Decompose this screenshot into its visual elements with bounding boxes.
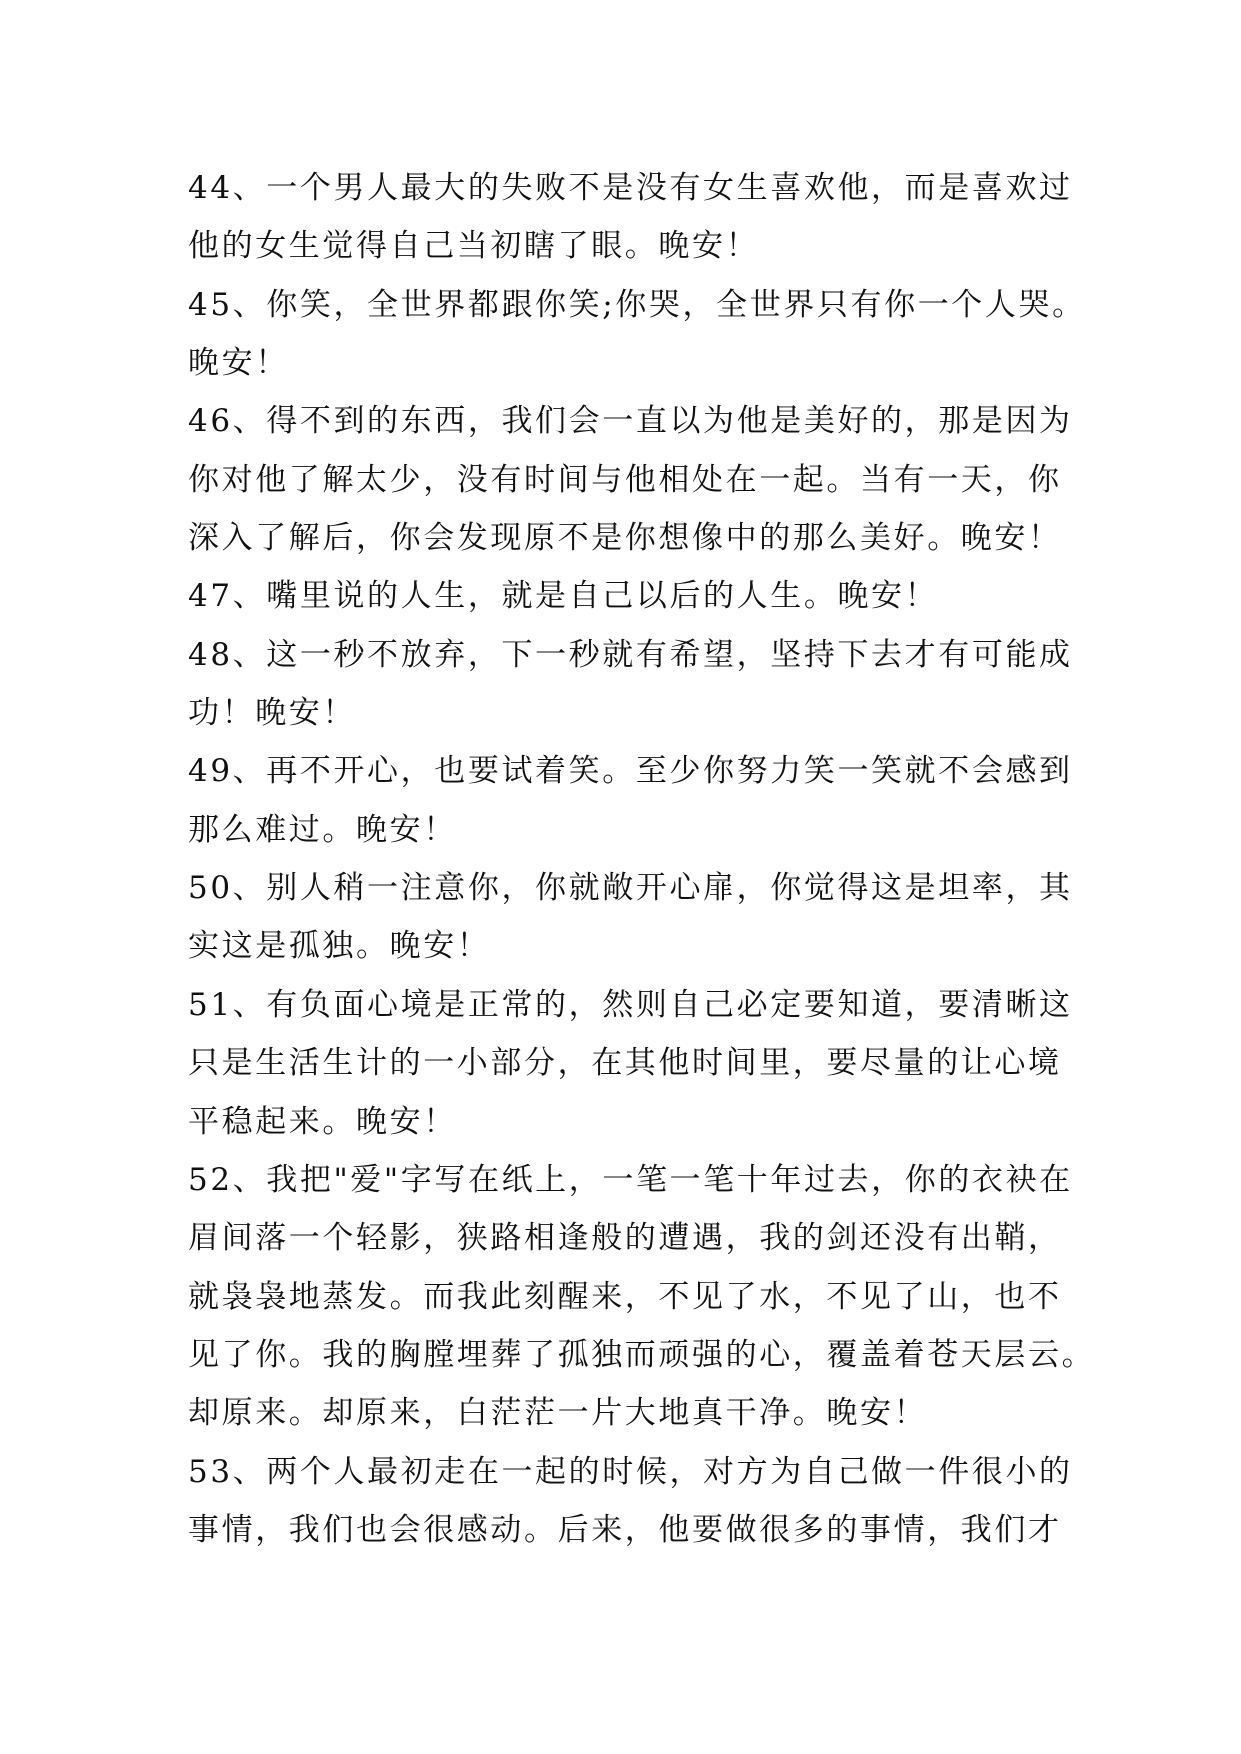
text-line: 晚安！ (188, 345, 289, 382)
text-line: 只是生活生计的一小部分，在其他时间里，要尽量的让心境 (188, 1045, 1062, 1082)
text-line: 47、嘴里说的人生，就是自己以后的人生。晚安！ (188, 578, 939, 615)
text-line: 眉间落一个轻影，狭路相逢般的遭遇，我的剑还没有出鞘， (188, 1220, 1062, 1257)
text-line: 他的女生觉得自己当初瞎了眼。晚安！ (188, 228, 760, 265)
text-line: 功！晚安！ (188, 695, 356, 732)
text-line: 53、两个人最初走在一起的时候，对方为自己做一件很小的 (188, 1453, 1073, 1490)
text-line: 见了你。我的胸膛埋葬了孤独而顽强的心，覆盖着苍天层云。 (188, 1336, 1096, 1373)
text-line: 事情，我们也会很感动。后来，他要做很多的事情，我们才 (188, 1511, 1062, 1548)
text-line: 就袅袅地蒸发。而我此刻醒来，不见了水，不见了山，也不 (188, 1278, 1062, 1315)
text-line: 深入了解后，你会发现原不是你想像中的那么美好。晚安！ (188, 520, 1062, 557)
text-line: 46、得不到的东西，我们会一直以为他是美好的，那是因为 (188, 403, 1073, 440)
text-line: 那么难过。晚安！ (188, 811, 457, 848)
text-line: 48、这一秒不放弃，下一秒就有希望，坚持下去才有可能成 (188, 636, 1073, 673)
text-line: 50、别人稍一注意你，你就敞开心扉，你觉得这是坦率，其 (188, 870, 1073, 907)
text-line: 52、我把"爱"字写在纸上，一笔一笔十年过去，你的衣袂在 (188, 1161, 1073, 1198)
text-line: 45、你笑，全世界都跟你笑;你哭，全世界只有你一个人哭。 (188, 286, 1086, 323)
text-line: 却原来。却原来，白茫茫一片大地真干净。晚安！ (188, 1395, 928, 1432)
text-line: 实这是孤独。晚安！ (188, 928, 491, 965)
text-line: 44、一个男人最大的失败不是没有女生喜欢他，而是喜欢过 (188, 170, 1073, 206)
text-line: 49、再不开心，也要试着笑。至少你努力笑一笑就不会感到 (188, 753, 1073, 790)
text-line: 平稳起来。晚安！ (188, 1103, 457, 1140)
text-line: 你对他了解太少，没有时间与他相处在一起。当有一天，你 (188, 461, 1062, 498)
text-line: 51、有负面心境是正常的，然则自己必定要知道，要清晰这 (188, 986, 1073, 1023)
text-body (188, 159, 1098, 1559)
